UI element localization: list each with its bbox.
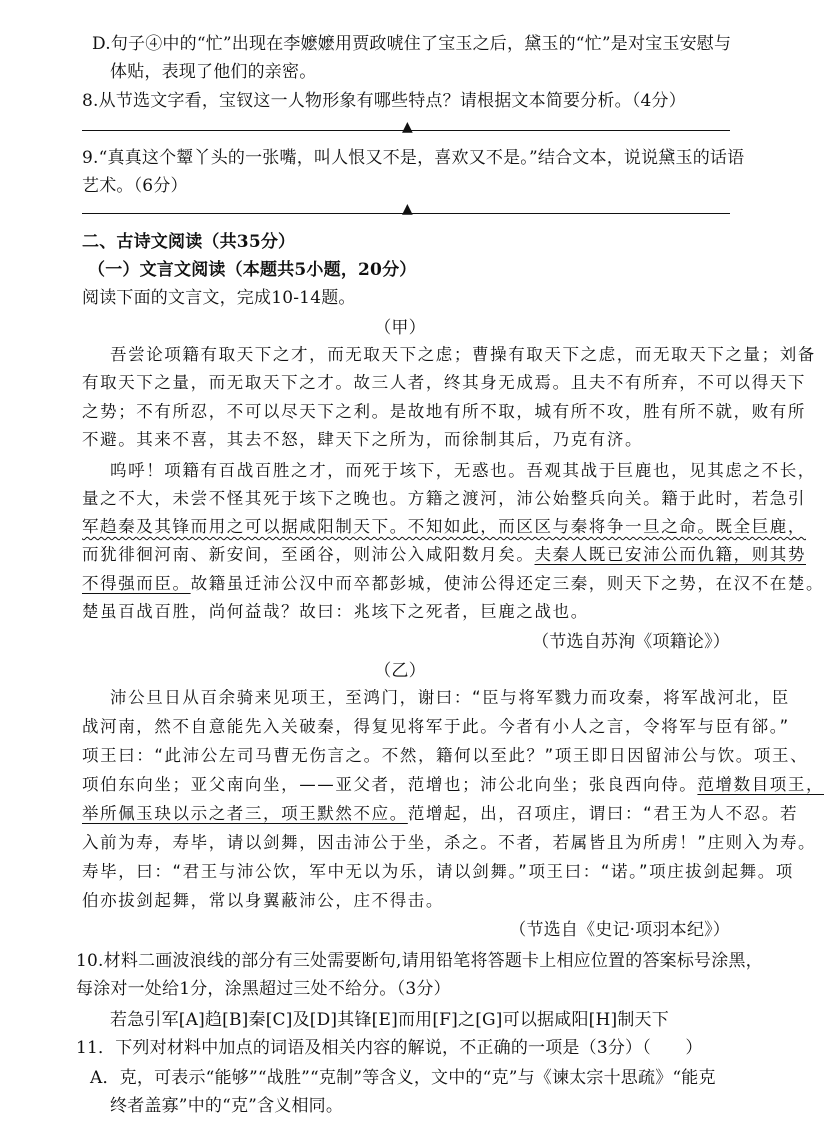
underlined-sentence: 不得强而臣。 [82,574,191,593]
passage-a-line: 呜呼！项籍有百战百胜之才，而死于垓下，无惑也。吾观其战于巨鹿也，见其虑之不长， [110,461,816,480]
passage-b-line: 战河南，然不自意能先入关破秦，得复见将军于此。今者有小人之言，令将军与臣有郤。” [82,717,790,736]
question-8: 8.从节选文字看，宝钗这一人物形象有哪些特点？请根据文本简要分析。（4分） [82,91,686,111]
question-9-line2: 艺术。（6分） [82,176,188,196]
option-d-line2: 体贴，表现了他们的亲密。 [110,62,317,82]
question-10-sentence: 若急引军[A]趋[B]秦[C]及[D]其锋[E]而用[F]之[G]可以据咸阳[H]制天下 [110,1010,669,1030]
question-9-line1: 9.“真真这个颦丫头的一张嘴，叫人恨又不是，喜欢又不是。”结合文本，说说黛玉的话语 [82,148,745,168]
passage-b-line-with-underline [82,802,798,826]
passage-a-source: （节选自苏洵《项籍论》） [532,632,730,652]
question-10-line1: 10.材料二画波浪线的部分有三处需要断句,请用铅笔将答题卡上相应位置的答案标号涂黑， [76,951,763,971]
passage-b-line: 沛公旦日从百余骑来见项王，至鸿门，谢曰：“臣与将军戮力而攻秦，将军战河北，臣 [110,688,790,707]
passage-b-line: 项王曰：“此沛公左司马曹无伤言之。不然，籍何以至此？”项王即日因留沛公与饮。项王、 [82,746,809,765]
passage-a-line: 有取天下之量，而无取天下之才。故三人者，终其身无成焉。且夫不有所弃，不可以得天下 [82,373,806,392]
passage-b-line-with-underline [82,773,824,797]
question-10-line2: 每涂对一处给1分，涂黑超过三处不给分。（3分） [76,979,451,999]
passage-b-text: 项伯东向坐；亚父南向坐，——亚父者，范增也；沛公北向坐；张良西向侍。 [82,775,698,794]
reading-instruction: 阅读下面的文言文，完成10-14题。 [82,288,356,308]
passage-b-source: （节选自《史记·项羽本纪》） [509,920,730,940]
passage-a-line: 量之不大，未尝不怪其死于垓下之晚也。方籍之渡河，沛公始整兵向关。籍于此时，若急引 [82,489,806,508]
passage-a-line: 楚虽百战百胜，尚何益哉？故曰：兆垓下之死者，巨鹿之战也。 [82,602,589,621]
question-11-stem: 11．下列对材料中加点的词语及相关内容的解说，不正确的一项是（3分）（ ） [76,1038,703,1058]
question-11-option-a-line2: 终者盖寡”中的“克”含义相同。 [110,1096,344,1116]
passage-b-text: 范增起，出，召项庄，谓曰：“君王为人不忍。若 [407,804,799,823]
passage-a-text: 故籍虽迁沛公汉中而卒都彭城，使沛公得还定三秦，则天下之势，在汉不在楚。 [190,574,824,593]
answer-marker-triangle-icon: ▲ [402,201,413,217]
underlined-sentence: 举所佩玉玦以示之者三，项王默然不应。 [82,804,408,823]
passage-b-line: 寿毕，曰：“君王与沛公饮，军中无以为乐，请以剑舞。”项王曰：“诺。”项庄拔剑起舞。项 [82,862,794,881]
underlined-sentence: 范增数目项王， [697,775,824,794]
passage-b-text: 入前为寿，寿毕，请以剑舞，因击沛公于坐，杀之。不者，若属皆且为所虏！” [82,833,708,852]
passage-b-label: （乙） [374,661,426,681]
passage-a-label: （甲） [374,318,426,338]
answer-marker-triangle-icon: ▲ [402,119,413,135]
passage-a-line: 之势；不有所忍，不可以尽天下之利。是故地有所不取，城有所不攻，胜有所不就，败有所 [82,402,806,421]
passage-b-line [82,831,816,855]
question-11-option-a-line1: A．克，可表示“能够”“战胜”“克制”等含义，文中的“克”与《谏太宗十思疏》“能克 [90,1068,716,1088]
answer-line-q8 [82,130,730,131]
passage-b-text: 庄则入为寿。 [707,833,817,852]
underlined-sentence: 夫秦人既已安沛公而仇籍，则其势 [534,545,806,564]
option-d-line1: D.句子④中的“忙”出现在李嬷嬷用贾政唬住了宝玉之后，黛玉的“忙”是对宝玉安慰与 [92,34,732,54]
passage-a-line-with-underline [82,572,824,596]
section-title: 二、古诗文阅读（共35分） [82,232,296,252]
passage-b-line: 伯亦拔剑起舞，常以身翼蔽沛公，庄不得击。 [82,891,444,910]
passage-a-line: 吾尝论项籍有取天下之才，而无取天下之虑；曹操有取天下之虑，而无取天下之量；刘备 [110,345,816,364]
passage-a-text: 而犹徘徊河南、新安间，至函谷，则沛公入咸阳数月矣。 [82,545,535,564]
passage-a-line-with-underline [82,543,806,567]
passage-a-wavy-line: 军趋秦及其锋而用之可以据咸阳制天下。不知如此，而区区与秦将争一旦之命。既全巨鹿， [82,517,806,536]
subsection-title: （一）文言文阅读（本题共5小题，20分） [88,260,417,280]
passage-a-line: 不避。其来不喜，其去不怒，肆天下之所为，而徐制其后，乃克有济。 [82,430,644,449]
answer-line-q9 [82,213,730,214]
